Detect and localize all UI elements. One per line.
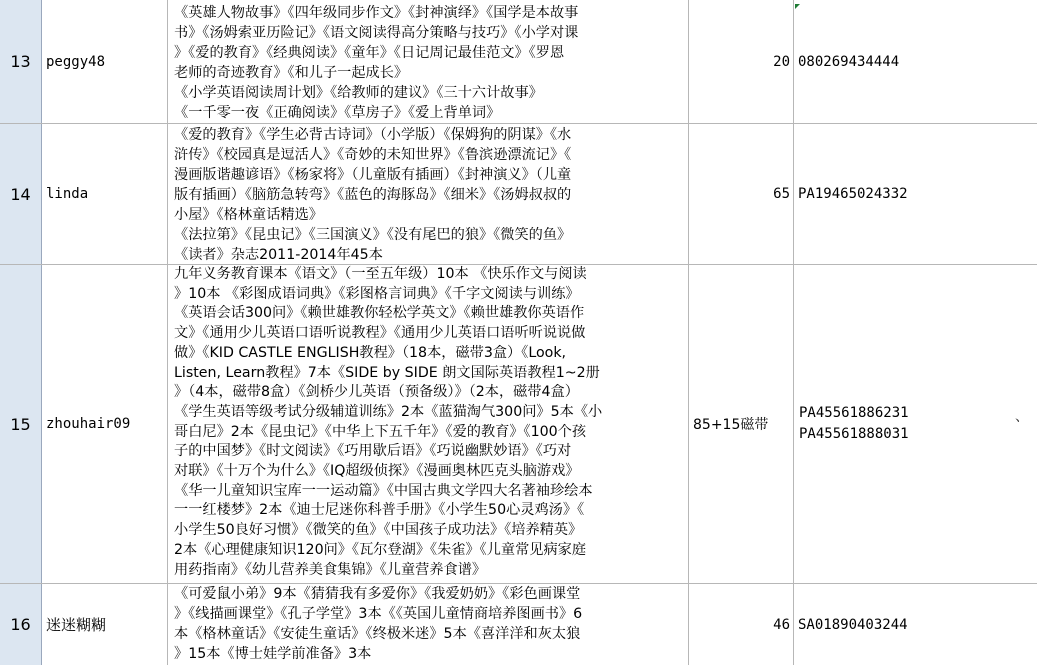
row-header[interactable]: 16: [0, 584, 42, 665]
books-cell[interactable]: 九年义务教育课本《语文》（一至五年级）10本 《快乐作文与阅读 》10本 《彩图成语词典》《彩图格言词典》《千字文阅读与训练》 《英语会话300问》《赖世雄教你轻松学英文》《赖世雄教你英语作 文》《通用少儿英语口语听说教程》《通用少儿英语口语听听说说做 做》《KID CASTLE ENGLISH教程》（18本，磁带3盒）《Look, Listen, Learn教程》7本《SIDE by SIDE 朗文国际英语教程1~2册 》（4本，磁带8盒）《剑桥少儿英语（预备级）》（2本，磁带4盒） 《学生英语等级考试分级辅道训练》2本《蓝猫淘气300问》5本《小 哥白尼》2本《昆虫记》《中华上下五千年》《爱的教育》《100个孩 子的中国梦》《时文阅读》《巧用歇后语》《巧说幽默妙语》《巧对 对联》《十万个为什么》《IQ超级侦探》《漫画奥林匹克头脑游戏》 《华一儿童知识宝库一一运动篇》《中国古典文学四大名著袖珍绘本 一一红楼梦》2本《迪士尼迷你科普手册》《小学生50心灵鸡汤》《 小学生50良好习惯》《微笑的鱼》《中国孩子成功法》《培养精英》 2本《心理健康知识120问》《瓦尔登湖》《朱雀》《儿童常见病家庭 用药指南》《幼儿营养美食集锦》《儿童营养食谱》: [168, 265, 689, 583]
stray-punctuation: 、: [1015, 409, 1029, 425]
count-cell[interactable]: 20: [689, 0, 794, 123]
row-header[interactable]: 13: [0, 0, 42, 123]
count-cell[interactable]: 46: [689, 584, 794, 665]
books-cell[interactable]: 《英雄人物故事》《四年级同步作文》《封神演绎》《国学是本故事 书》《汤姆索亚历险记》《语文阅读得高分策略与技巧》《小学对课 》《爱的教育》《经典阅读》《童年》《日记周记最佳范文》《罗恩 老师的奇迹教育》《和儿子一起成长》 《小学英语阅读周计划》《给教师的建议》《三十六计故事》 《一千零一夜《正确阅读》《草房子》《爱上背单词》: [168, 0, 689, 123]
table-row: [0, 0, 1037, 124]
books-cell[interactable]: 《爱的教育》《学生必背古诗词》（小学版）《保姆狗的阴谋》《水 浒传》《校园真是逗活人》《奇妙的未知世界》《鲁滨逊漂流记》《 漫画版谐趣谚语》《杨家将》（儿童版有插画）《封神演义》（儿童 版有插画）《脑筋急转弯》《蓝色的海豚岛》《细米》《汤姆叔叔的 小屋》《格林童话精选》 《法拉第》《昆虫记》《三国演义》《没有尾巴的狼》《微笑的鱼》 《读者》杂志2011-2014年45本: [168, 124, 689, 264]
table-row: [0, 584, 1037, 665]
username-cell[interactable]: zhouhair09: [42, 265, 168, 583]
count-cell[interactable]: 85+15磁带: [689, 265, 794, 583]
username-cell[interactable]: peggy48: [42, 0, 168, 123]
count-cell[interactable]: 65: [689, 124, 794, 264]
table-row: [0, 124, 1037, 265]
order-number-cell[interactable]: PA19465024332: [798, 186, 908, 202]
username-cell[interactable]: linda: [42, 124, 168, 264]
row-header[interactable]: 15: [0, 265, 42, 583]
comment-indicator-icon: [795, 4, 800, 9]
order-number-cell[interactable]: PA45561886231 PA45561888031: [799, 405, 909, 442]
books-cell[interactable]: 《可爱鼠小弟》9本《猜猜我有多爱你》《我爱奶奶》《彩色画课堂 》《线描画课堂》《孔子学堂》3本《《英国儿童情商培养图画书》6 本《格林童话》《安徒生童话》《终极米迷》5本《喜洋洋和灰太狼 》15本《博士娃学前准备》3本: [168, 584, 689, 665]
row-header[interactable]: 14: [0, 124, 42, 264]
table-row: [0, 265, 1037, 584]
order-number-cell[interactable]: 080269434444: [798, 53, 900, 70]
order-number-cell[interactable]: SA01890403244: [798, 616, 908, 633]
username-cell[interactable]: 迷迷糊糊: [42, 584, 168, 665]
